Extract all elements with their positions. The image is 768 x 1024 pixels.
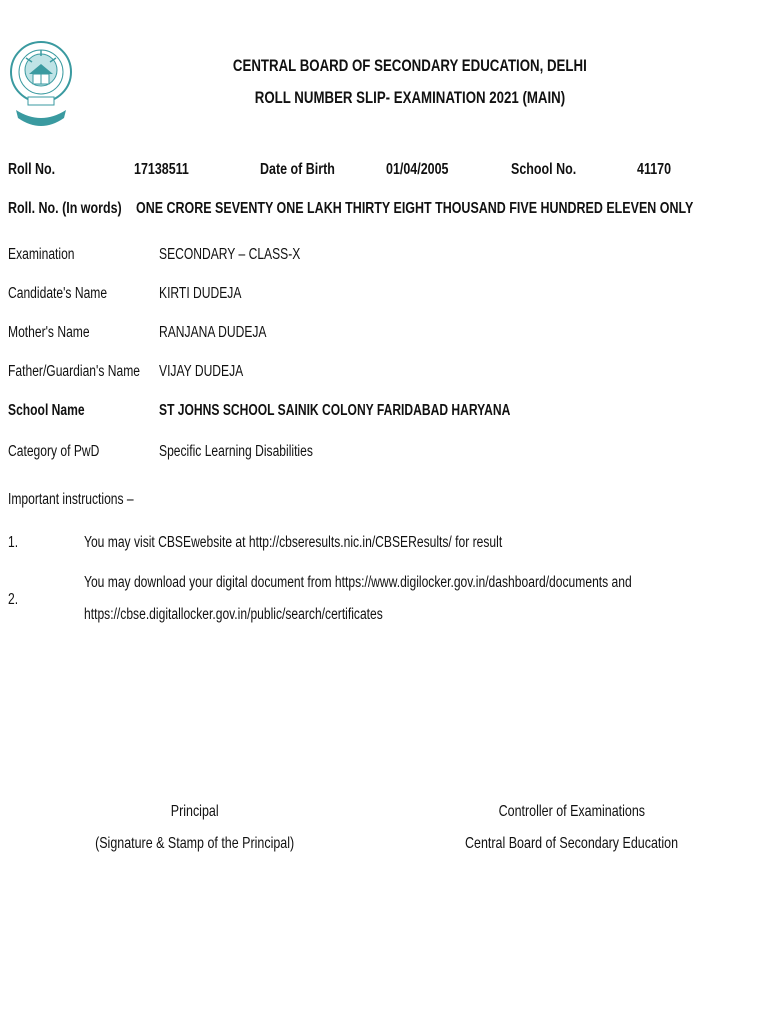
father-name-value: VIJAY DUDEJA bbox=[159, 363, 244, 380]
candidate-name-value: KIRTI DUDEJA bbox=[159, 285, 242, 302]
school-no-label: School No. bbox=[511, 161, 577, 178]
cbse-emblem-icon bbox=[8, 14, 74, 138]
examination-label: Examination bbox=[8, 246, 75, 263]
principal-subtitle: (Signature & Stamp of the Principal) bbox=[95, 835, 295, 852]
mother-name-value: RANJANA DUDEJA bbox=[159, 324, 267, 341]
principal-title: Principal bbox=[171, 803, 219, 820]
instruction-2-line1: You may download your digital document from https://www.digilocker.gov.in/dashboard/documents and bbox=[84, 574, 632, 591]
school-name-label: School Name bbox=[8, 402, 85, 419]
controller-subtitle: Central Board of Secondary Education bbox=[465, 835, 679, 852]
roll-no-label: Roll No. bbox=[8, 161, 56, 178]
instructions-heading: Important instructions – bbox=[8, 491, 134, 508]
pwd-category-label: Category of PwD bbox=[8, 443, 100, 460]
dob-value: 01/04/2005 bbox=[386, 161, 449, 178]
dob-label: Date of Birth bbox=[260, 161, 335, 178]
roll-no-value: 17138511 bbox=[134, 161, 189, 178]
pwd-category-value: Specific Learning Disabilities bbox=[159, 443, 313, 460]
instruction-2-line2: https://cbse.digitallocker.gov.in/public/search/certificates bbox=[84, 606, 383, 623]
instruction-2-number: 2. bbox=[8, 591, 19, 608]
candidate-name-label: Candidate's Name bbox=[8, 285, 108, 302]
school-name-value: ST JOHNS SCHOOL SAINIK COLONY FARIDABAD HARYANA bbox=[159, 402, 511, 419]
instruction-1-text: You may visit CBSEwebsite at http://cbseresults.nic.in/CBSEResults/ for result bbox=[84, 534, 503, 551]
instruction-1-number: 1. bbox=[8, 534, 19, 551]
mother-name-label: Mother's Name bbox=[8, 324, 90, 341]
father-name-label: Father/Guardian's Name bbox=[8, 363, 141, 380]
board-title: CENTRAL BOARD OF SECONDARY EDUCATION, DELHI bbox=[233, 56, 587, 75]
roll-words-label: Roll. No. (In words) bbox=[8, 200, 122, 217]
controller-title: Controller of Examinations bbox=[498, 803, 646, 820]
school-no-value: 41170 bbox=[637, 161, 672, 178]
slip-title: ROLL NUMBER SLIP- EXAMINATION 2021 (MAIN) bbox=[254, 88, 566, 107]
examination-value: SECONDARY – CLASS-X bbox=[159, 246, 301, 263]
roll-words-value: ONE CRORE SEVENTY ONE LAKH THIRTY EIGHT THOUSAND FIVE HUNDRED ELEVEN ONLY bbox=[136, 200, 694, 217]
